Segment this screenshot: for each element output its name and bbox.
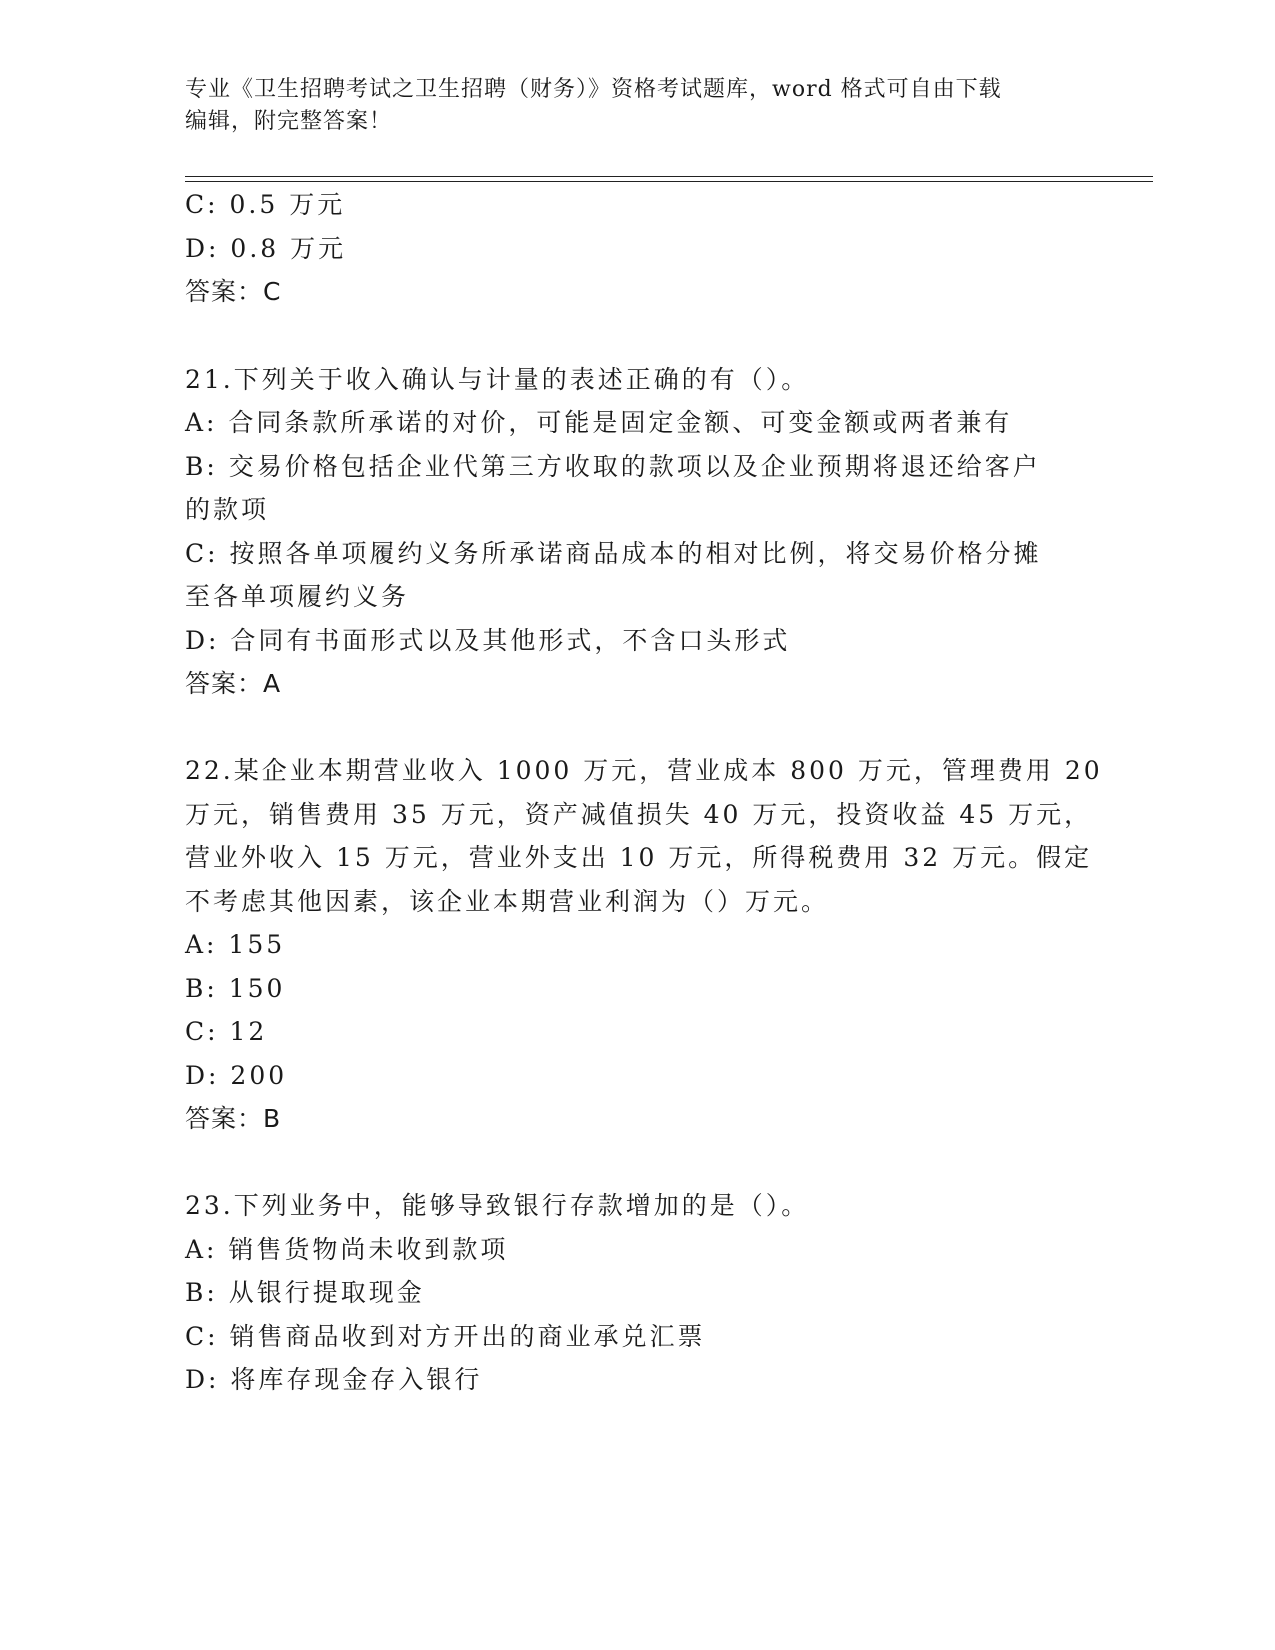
q23-option-c: C: 销售商品收到对方开出的商业承兑汇票 — [185, 1322, 706, 1351]
q22-option-b: B: 150 — [185, 974, 286, 1003]
q22-option-d: D: 200 — [185, 1061, 288, 1090]
q23-option-b: B: 从银行提取现金 — [185, 1278, 425, 1307]
q21-question: 21.下列关于收入确认与计量的表述正确的有（）。 — [185, 365, 810, 394]
q21-option-c-line-2: 至各单项履约义务 — [185, 582, 410, 611]
q21-option-d: D: 合同有书面形式以及其他形式，不含口头形式 — [185, 626, 791, 655]
q22-question-line-1: 22.某企业本期营业收入 1000 万元，营业成本 800 万元，管理费用 20 — [185, 756, 1103, 785]
q21-option-b-line-2: 的款项 — [185, 495, 270, 524]
q23-option-d: D: 将库存现金存入银行 — [185, 1365, 483, 1394]
q21-option-c-line-1: C: 按照各单项履约义务所承诺商品成本的相对比例，将交易价格分摊 — [185, 539, 1042, 568]
q21-option-b-line-1: B: 交易价格包括企业代第三方收取的款项以及企业预期将退还给客户 — [185, 452, 1041, 481]
q22-question-line-2: 万元，销售费用 35 万元，资产减值损失 40 万元，投资收益 45 万元， — [185, 800, 1093, 829]
header-line-2: 编辑，附完整答案！ — [185, 109, 393, 134]
q22-answer: 答案：B — [185, 1104, 282, 1133]
header-divider-top — [185, 176, 1153, 177]
q20-answer: 答案：C — [185, 277, 282, 306]
q22-option-c: C: 12 — [185, 1017, 268, 1046]
q22-question-line-3: 营业外收入 15 万元，营业外支出 10 万元，所得税费用 32 万元。假定 — [185, 843, 1093, 872]
q22-option-a: A: 155 — [185, 930, 286, 959]
q20-option-c: C: 0.5 万元 — [185, 190, 346, 219]
q21-answer: 答案：A — [185, 669, 282, 698]
q21-option-a: A: 合同条款所承诺的对价，可能是固定金额、可变金额或两者兼有 — [185, 408, 1013, 437]
header-line-1: 专业《卫生招聘考试之卫生招聘（财务）》资格考试题库，word 格式可自由下载 — [185, 77, 1002, 102]
page-header — [185, 74, 1065, 138]
q22-question-line-4: 不考虑其他因素，该企业本期营业利润为（）万元。 — [185, 887, 830, 916]
header-divider-bottom — [185, 181, 1153, 182]
q23-question: 23.下列业务中，能够导致银行存款增加的是（）。 — [185, 1191, 810, 1220]
q23-option-a: A: 销售货物尚未收到款项 — [185, 1235, 509, 1264]
q20-option-d: D: 0.8 万元 — [185, 234, 347, 263]
